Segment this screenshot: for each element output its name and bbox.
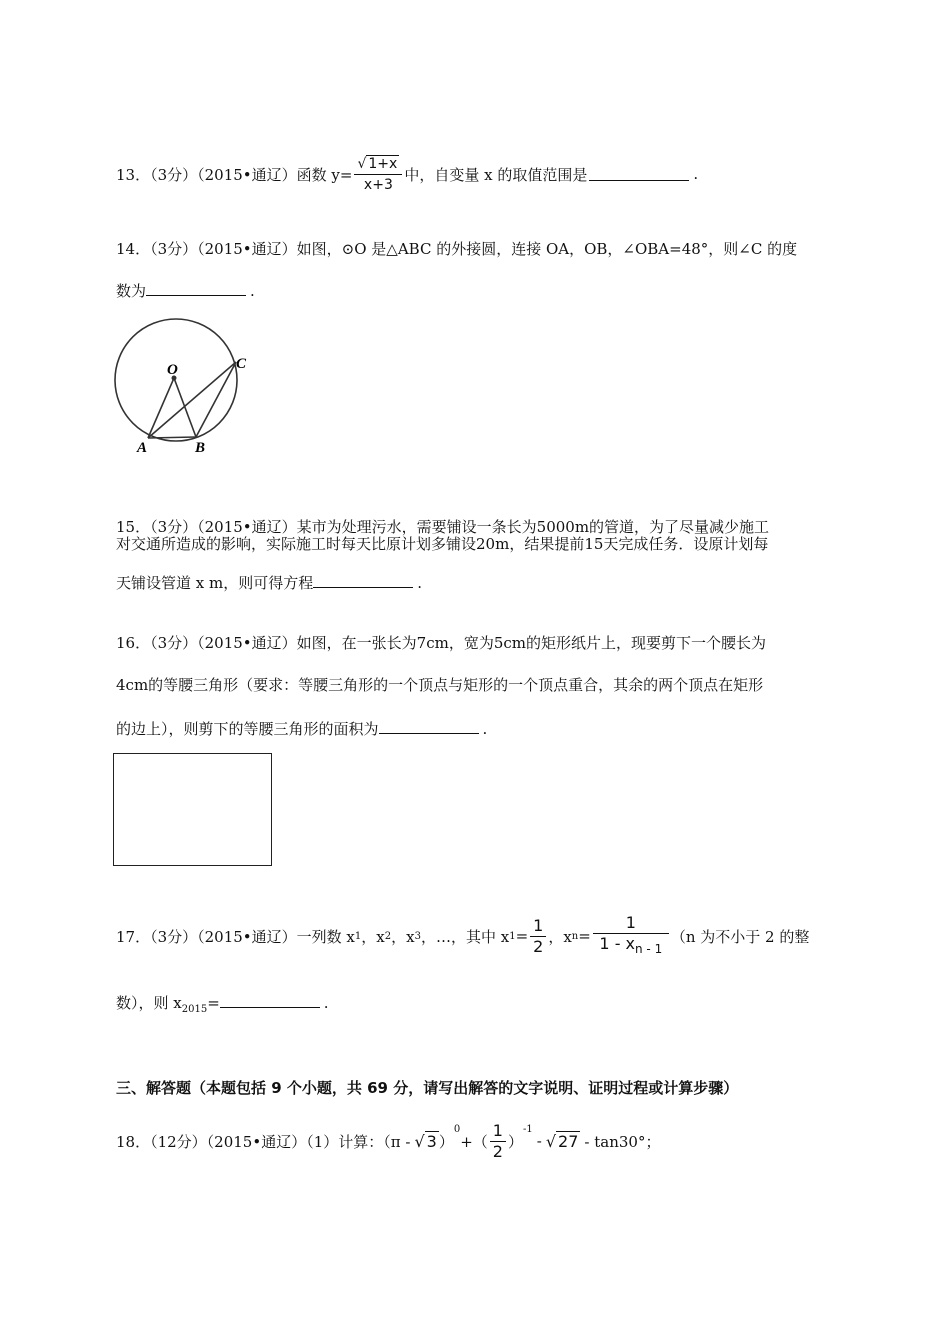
question-14-line1: 14．（3分）（2015•通辽）如图，⊙O 是△ABC 的外接圆，连接 OA，OB，∠OBA=48°，则∠C 的度 [116, 240, 798, 258]
label-a: A [137, 440, 148, 456]
answer-blank[interactable] [220, 995, 320, 1008]
circle-figure [108, 318, 258, 458]
q13-fraction: $\frac{√ 1+x}{x+3}$ [354, 154, 402, 195]
section-heading: 三、解答题（本题包括 9 个小题，共 69 分，请写出解答的文字说明、证明过程或计算步骤） [116, 1079, 739, 1097]
answer-blank[interactable] [589, 168, 689, 181]
sqrt-3: √ 3 [414, 1131, 437, 1151]
circumcircle [115, 319, 237, 441]
question-16-line2: 4cm的等腰三角形（要求：等腰三角形的一个顶点与矩形的一个顶点重合，其余的两个顶点在矩形 [116, 676, 764, 694]
q18-fraction: $\frac{1}{2}$ [490, 1121, 506, 1162]
q17-fraction-x1: $\frac{1}{2}$ [530, 916, 546, 957]
q13-suffix: 中，自变量 x 的取值范围是 [404, 165, 588, 184]
answer-blank[interactable] [313, 575, 413, 588]
question-16-line1: 16．（3分）（2015•通辽）如图，在一张长为7cm，宽为5cm的矩形纸片上，现要剪下一个腰长为 [116, 634, 766, 652]
segment-oa [148, 378, 174, 438]
q17-fraction-xn: $\frac{1}{1 - x_{n - 1}}$ [593, 913, 669, 959]
label-b: B [195, 440, 206, 456]
label-o: O [167, 362, 178, 378]
answer-blank[interactable] [379, 721, 479, 734]
question-18: 18．（12分）（2015•通辽）（1）计算：（π - √ 3 ） $^0$ +（ $\frac{1}{2}$ ） $^{-1}$ - √ 27 - tan30°； [116, 1120, 661, 1161]
segment-ob [174, 378, 196, 437]
answer-blank[interactable] [146, 283, 246, 296]
sqrt-symbol: √ 1+x [357, 155, 398, 172]
question-15-line3: 天铺设管道 x m，则可得方程 . [116, 574, 423, 592]
q13-prefix: 13．（3分）（2015•通辽）函数 y= [116, 165, 353, 184]
label-c: C [236, 356, 247, 372]
question-16-line3: 的边上），则剪下的等腰三角形的面积为 . [116, 720, 488, 738]
sqrt-27: √ 27 [545, 1131, 579, 1151]
question-17-line1: 17．（3分）（2015•通辽）一列数 x 1 ，x 2 ，x 3 ，…，其中 x 1 = $\frac{1}{2}$ ，x n = $\frac{1}{1 - x_{n - 1}}$ （n 为不小于 2 的整 [116, 910, 809, 962]
question-14-line2: 数为 . [116, 282, 255, 300]
question-15-line1: 15．（3分）（2015•通辽）某市为处理污水，需要铺设一条长为5000m的管道，为了尽量减少施工 [116, 518, 770, 536]
question-13: 13．（3分）（2015•通辽）函数 y= $\frac{√ 1+x}{x+3}$ 中，自变量 x 的取值范围是 . [116, 155, 699, 193]
question-17-line2: 数），则 $x_{2015}=$ . [116, 994, 329, 1015]
segment-ab [148, 437, 196, 438]
question-15-line2: 对交通所造成的影响，实际施工时每天比原计划多铺设20m，结果提前15天完成任务．设原计划每 [116, 535, 769, 553]
rectangle-paper-figure [113, 753, 272, 866]
